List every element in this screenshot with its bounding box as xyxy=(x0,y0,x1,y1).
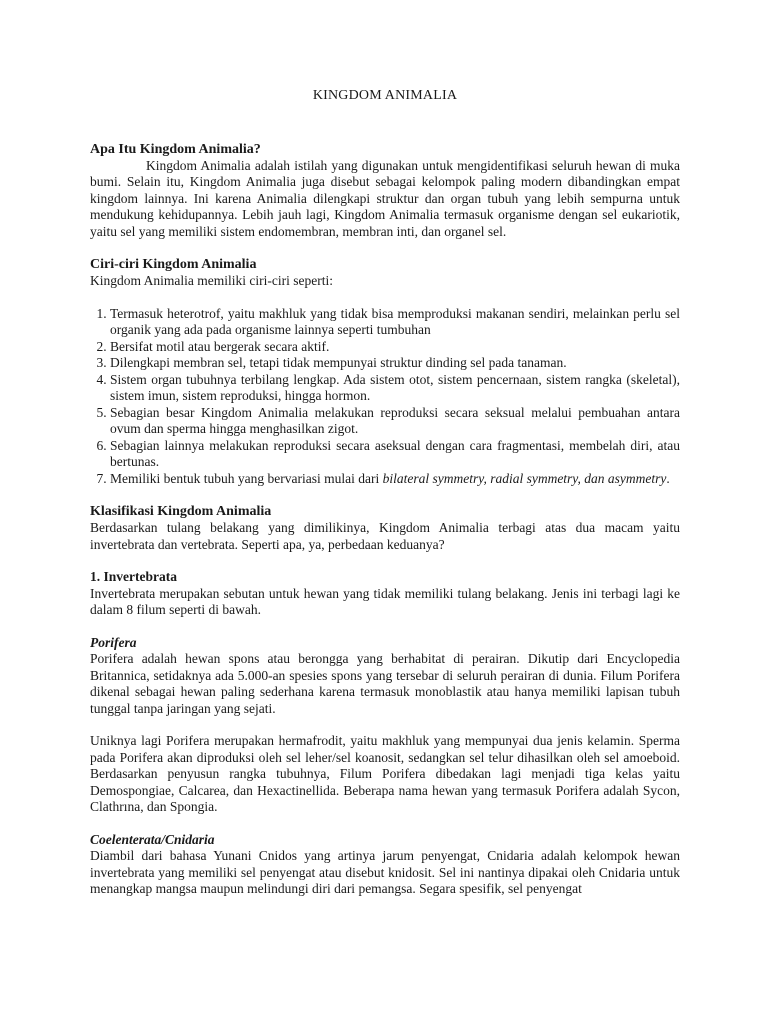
subheading-coelenterata: Coelenterata/Cnidaria xyxy=(90,831,215,847)
coelenterata-paragraph-1: Diambil dari bahasa Yunani Cnidos yang artinya jarum penyengat, Cnidaria adalah kelompok hewan invertebrata yang memiliki sel penyengat atau disebut knidosit. Sel ini nantinya dipakai oleh Cnidaria untuk menangkap mangsa maupun melindungi diri dari pemangsa. Segara spesifik, sel penyengat xyxy=(90,848,680,896)
section-heading-klasifikasi: Klasifikasi Kingdom Animalia xyxy=(90,504,272,519)
ciri-ciri-list xyxy=(90,306,680,488)
invertebrata-paragraph: Invertebrata merupakan sebutan untuk hewan yang tidak memiliki tulang belakang. Jenis ini terbagi lagi ke dalam 8 filum seperti di bawah. xyxy=(90,585,680,617)
klasifikasi-paragraph: Berdasarkan tulang belakang yang dimilikinya, Kingdom Animalia terbagi atas dua macam yaitu invertebrata dan vertebrata. Seperti apa, ya, perbedaan keduanya? xyxy=(90,520,680,552)
list-item: 3. Dilengkapi membran sel, tetapi tidak mempunyai struktur dinding sel pada tanaman. xyxy=(110,355,680,372)
list-item: 6. Sebagian lainnya melakukan reproduksi secara aseksual dengan cara fragmentasi, membelah diri, atau bertunas. xyxy=(110,438,680,471)
list-item-suffix: . xyxy=(666,470,670,486)
list-item xyxy=(110,471,680,488)
list-item-text: Memiliki bentuk tubuh yang bervariasi mulai dari xyxy=(110,470,383,486)
section-heading-ciri-ciri: Ciri-ciri Kingdom Animalia xyxy=(90,257,257,272)
porifera-paragraph-2: Uniknya lagi Porifera merupakan hermafrodit, yaitu makhluk yang mempunyai dua jenis kelamin. Sperma pada Porifera akan diproduksi oleh sel leher/sel koanosit, sedangkan sel telur dihasilkan oleh sel amoeboid. Berdasarkan penyusun rangka tubuhnya, Filum Porifera dibedakan lagi menjadi tiga kelas yaitu Demospongiae, Calcarea, dan Hexactinellida. Beberapa nama hewan yang termasuk Porifera adalah Sycon, Clathrına, dan Spongia. xyxy=(90,733,680,814)
section-heading-apa-itu: Apa Itu Kingdom Animalia? xyxy=(90,141,261,157)
subheading-invertebrata: 1. Invertebrata xyxy=(90,569,177,584)
list-item-italic-text: bilateral symmetry, radial symmetry, dan asymmetry xyxy=(382,470,667,486)
document-title: KINGDOM ANIMALIA xyxy=(312,88,458,103)
list-item: 4. Sistem organ tubuhnya terbilang lengkap. Ada sistem otot, sistem pencernaan, sistem rangka (skeletal), sistem imun, sistem reproduksi, hingga hormon. xyxy=(110,372,680,405)
porifera-paragraph-1: Porifera adalah hewan spons atau berongga yang berhabitat di perairan. Dikutip dari Encyclopedia Britannica, setidaknya ada 5.000-an spesies spons yang tersebar di seluruh perairan di dunia. Filum Porifera dikenal sebagai hewan paling sederhana karena termasuk monoblastik atau hanya memiliki lapisan tubuh tunggal tanpa jaringan yang sejati. xyxy=(90,651,680,716)
list-item: 2. Bersifat motil atau bergerak secara aktif. xyxy=(110,339,680,356)
subheading-porifera: Porifera xyxy=(90,634,137,650)
list-item: 1. Termasuk heterotrof, yaitu makhluk yang tidak bisa memproduksi makanan sendiri, melainkan perlu sel organik yang ada pada organisme lainnya seperti tumbuhan xyxy=(110,306,680,339)
section-paragraph-apa-itu: Kingdom Animalia adalah istilah yang digunakan untuk mengidentifikasi seluruh hewan di muka bumi. Selain itu, Kingdom Animalia juga disebut sebagai kelompok paling modern dibandingkan empat kingdom lainnya. Ini karena Animalia dilengkapi struktur dan organ tubuh yang lebih sempurna untuk mendukung kehidupannya. Lebih jauh lagi, Kingdom Animalia termasuk organisme dengan sel eukariotik, yaitu sel yang memiliki sistem endomembran, membran inti, dan organel sel. xyxy=(90,157,680,239)
ciri-ciri-intro: Kingdom Animalia memiliki ciri-ciri seperti: xyxy=(90,273,333,288)
list-item: 5. Sebagian besar Kingdom Animalia melakukan reproduksi secara seksual melalui pembuahan antara ovum dan sperma hingga menghasilkan zigot. xyxy=(110,405,680,438)
